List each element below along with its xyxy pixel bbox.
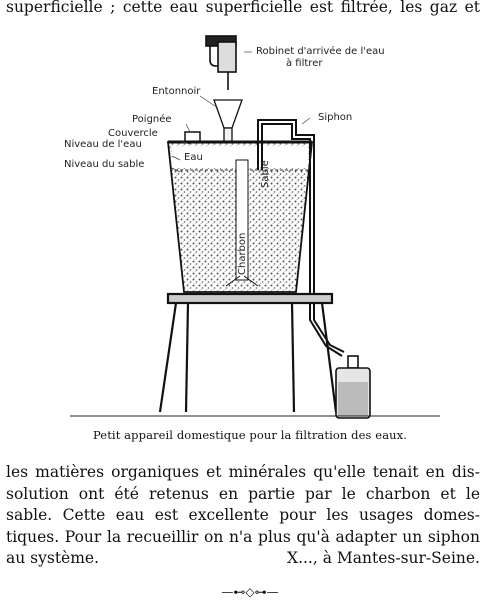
body-paragraph xyxy=(6,462,480,570)
body-line: solution ont été retenus en partie par le charbon et le xyxy=(6,484,480,503)
signature: X..., à Mantes-sur-Seine. xyxy=(287,549,480,567)
faucet-icon xyxy=(206,36,236,90)
label-eau: Eau xyxy=(184,152,203,163)
collecting-bottle xyxy=(336,356,370,418)
body-line: tiques. Pour la recueillir on n'a plus qu'à adapter un siphon xyxy=(6,527,480,546)
filter-apparatus-figure xyxy=(0,20,500,428)
ornament-divider: —⊷◇⊶— xyxy=(221,585,279,599)
label-robinet-2: à filtrer xyxy=(286,58,323,69)
body-line: sable. Cette eau est excellente pour les usages domes- xyxy=(6,506,480,524)
figure-caption: Petit appareil domestique pour la filtration des eaux. xyxy=(92,428,408,442)
label-niveau-eau: Niveau de l'eau xyxy=(64,139,142,150)
label-siphon: Siphon xyxy=(318,112,353,123)
label-poignee: Poignée xyxy=(132,114,172,125)
label-entonnoir: Entonnoir xyxy=(152,86,201,97)
label-charbon: Charbon xyxy=(237,232,248,275)
top-text-line: superficielle ; cette eau superficielle est filtrée, les gaz et xyxy=(6,0,480,16)
body-line: les matières organiques et minérales qu'elle tenait en dis- xyxy=(6,463,480,481)
label-sable: Sable xyxy=(260,160,271,188)
body-last-line xyxy=(6,548,480,570)
body-line-end: au système. xyxy=(6,549,100,567)
label-couvercle: Couvercle xyxy=(108,128,158,139)
label-niveau-sable: Niveau du sable xyxy=(64,159,145,170)
label-robinet: Robinet d'arrivée de l'eau xyxy=(256,46,385,57)
